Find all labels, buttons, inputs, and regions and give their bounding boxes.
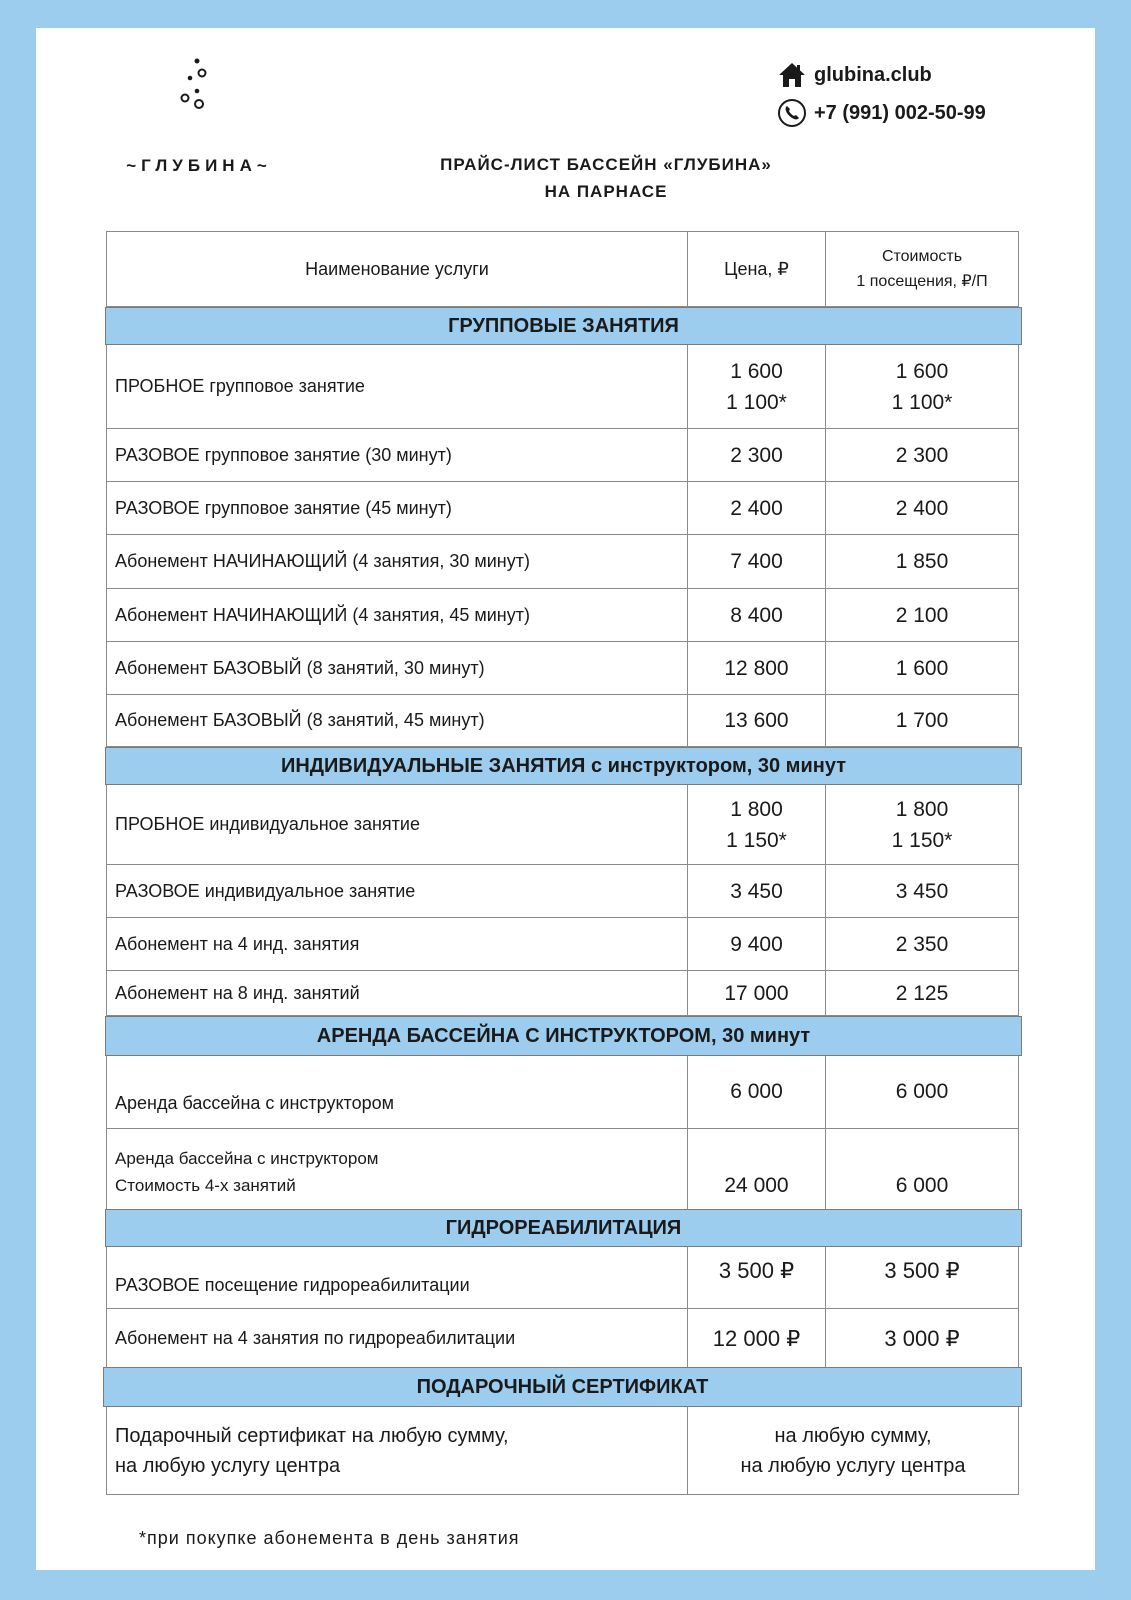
- table-row: ПРОБНОЕ групповое занятие 1 600 1 100* 1 600 1 100*: [107, 345, 1018, 429]
- bubbles-icon: [170, 58, 220, 110]
- table-header: [107, 231, 1018, 307]
- brand-logo: [114, 58, 284, 178]
- table-row: Абонемент НАЧИНАЮЩИЙ (4 занятия, 45 минут) 8 400 2 100: [107, 589, 1018, 642]
- phone-link[interactable]: [776, 94, 1076, 132]
- table-row: Аренда бассейна с инструктором 6 000 6 000: [107, 1056, 1018, 1129]
- header-price: Цена, ₽: [688, 232, 826, 306]
- table-row: Абонемент БАЗОВЫЙ (8 занятий, 30 минут) 12 800 1 600: [107, 642, 1018, 695]
- page-title: [276, 151, 936, 205]
- table-row: Абонемент на 4 занятия по гидрореабилитации 12 000 ₽ 3 000 ₽: [107, 1309, 1018, 1367]
- home-icon: [776, 59, 808, 91]
- table-row: РАЗОВОЕ посещение гидрореабилитации 3 500 ₽ 3 500 ₽: [107, 1247, 1018, 1309]
- section-hydro: ГИДРОРЕАБИЛИТАЦИЯ: [105, 1209, 1022, 1247]
- section-gift: ПОДАРОЧНЫЙ СЕРТИФИКАТ: [103, 1367, 1022, 1407]
- price-table: [106, 231, 1019, 1495]
- title-line-2: НА ПАРНАСЕ: [544, 182, 668, 201]
- table-row: ПРОБНОЕ индивидуальное занятие 1 800 1 150* 1 800 1 150*: [107, 785, 1018, 865]
- header-per-visit: Стоимость 1 посещения, ₽/П: [856, 248, 988, 290]
- table-row: РАЗОВОЕ групповое занятие (30 минут) 2 300 2 300: [107, 429, 1018, 482]
- site-text: glubina.club: [814, 63, 932, 86]
- table-row: Абонемент на 8 инд. занятий 17 000 2 125: [107, 971, 1018, 1016]
- table-row: Подарочный сертификат на любую сумму, на любую услугу центра на любую сумму, на любую услугу центра: [107, 1407, 1018, 1495]
- table-row: Абонемент на 4 инд. занятия 9 400 2 350: [107, 918, 1018, 971]
- header-name: Наименование услуги: [107, 232, 688, 306]
- phone-text: +7 (991) 002-50-99: [814, 101, 986, 124]
- title-line-1: ПРАЙС-ЛИСТ БАССЕЙН «ГЛУБИНА»: [440, 155, 772, 174]
- table-row: РАЗОВОЕ индивидуальное занятие 3 450 3 450: [107, 865, 1018, 918]
- footnote: *при покупке абонемента в день занятия: [139, 1528, 520, 1548]
- table-row: Абонемент БАЗОВЫЙ (8 занятий, 45 минут) 13 600 1 700: [107, 695, 1018, 747]
- table-row: РАЗОВОЕ групповое занятие (45 минут) 2 400 2 400: [107, 482, 1018, 535]
- section-group: ГРУППОВЫЕ ЗАНЯТИЯ: [105, 307, 1022, 345]
- section-rent: АРЕНДА БАССЕЙНА С ИНСТРУКТОРОМ, 30 минут: [105, 1016, 1022, 1056]
- contacts: [776, 56, 1076, 132]
- section-individual: ИНДИВИДУАЛЬНЫЕ ЗАНЯТИЯ с инструктором, 30 минут: [105, 747, 1022, 785]
- table-row: Абонемент НАЧИНАЮЩИЙ (4 занятия, 30 минут) 7 400 1 850: [107, 535, 1018, 589]
- table-row: Аренда бассейна с инструктором Стоимость 4-х занятий 24 000 6 000: [107, 1129, 1018, 1209]
- phone-icon: [776, 97, 808, 129]
- site-link[interactable]: [776, 56, 1076, 94]
- brand-name: ~ГЛУБИНА~: [126, 156, 272, 175]
